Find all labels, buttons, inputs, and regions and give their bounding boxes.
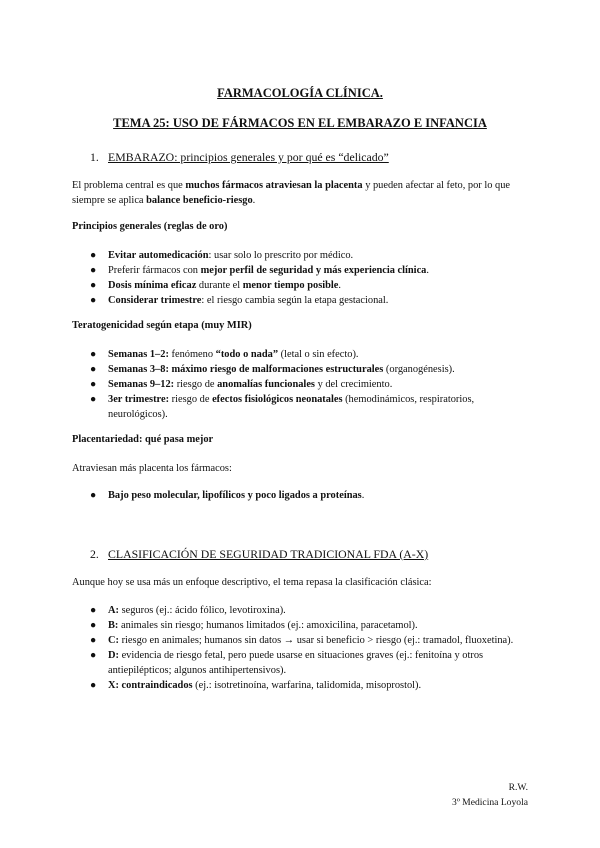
item-bold: C: bbox=[108, 635, 119, 646]
bullet-icon: ● bbox=[90, 379, 97, 390]
footer-course: 3º Medicina Loyola bbox=[452, 797, 528, 808]
principles-list bbox=[72, 248, 530, 308]
item-bold: Considerar trimestre bbox=[108, 295, 202, 306]
item-text: . bbox=[361, 490, 365, 501]
item-text: (ej.: isotretinoína, warfarina, talidomida, misoprostol). bbox=[192, 680, 422, 691]
section-1-heading bbox=[90, 150, 389, 165]
item-bold: Semanas 3–8: máximo riesgo de malformaciones estructurales bbox=[108, 364, 384, 375]
section-1-label: EMBARAZO: principios generales y por qué es “delicado” bbox=[108, 150, 389, 164]
bullet-icon: ● bbox=[90, 605, 97, 616]
item-text: : usar solo lo prescrito por médico. bbox=[208, 250, 354, 261]
item-bold: “todo o nada” bbox=[215, 349, 279, 360]
item-bold: Bajo peso molecular, lipofílicos y poco ligados a proteínas bbox=[108, 490, 362, 501]
footer bbox=[452, 780, 528, 810]
bullet-icon: ● bbox=[90, 635, 97, 646]
bullet-icon: ● bbox=[90, 650, 97, 661]
intro-text-2: y pueden afectar al feto, por lo que siempre se aplica bbox=[72, 180, 511, 206]
item-text: y del crecimiento. bbox=[314, 379, 393, 390]
placental-heading: Placentariedad: qué pasa mejor bbox=[72, 434, 214, 445]
list-item bbox=[72, 293, 530, 308]
list-item bbox=[72, 377, 530, 392]
list-item bbox=[72, 392, 530, 422]
list-item bbox=[72, 263, 530, 278]
section-1-number: 1. bbox=[90, 150, 99, 164]
bullet-icon: ● bbox=[90, 680, 97, 691]
intro-text-3: . bbox=[252, 195, 256, 206]
item-text: fenómeno bbox=[168, 349, 216, 360]
item-bold: Dosis mínima eficaz bbox=[108, 280, 197, 291]
bullet-icon: ● bbox=[90, 490, 97, 501]
item-bold: Semanas 9–12: bbox=[108, 379, 175, 390]
list-item bbox=[72, 488, 530, 503]
bullet-icon: ● bbox=[90, 250, 97, 261]
item-text: : el riesgo cambia según la etapa gestacional. bbox=[201, 295, 389, 306]
list-item bbox=[72, 362, 530, 377]
teratogenicity-heading: Teratogenicidad según etapa (muy MIR) bbox=[72, 320, 252, 331]
item-bold: menor tiempo posible bbox=[242, 280, 339, 291]
bullet-icon: ● bbox=[90, 620, 97, 631]
bullet-icon: ● bbox=[90, 394, 97, 405]
list-item bbox=[72, 678, 530, 693]
principles-heading: Principios generales (reglas de oro) bbox=[72, 221, 228, 232]
item-text: seguros (ej.: ácido fólico, levotiroxina). bbox=[118, 605, 286, 616]
section-1-intro bbox=[72, 178, 530, 208]
placental-text: Atraviesan más placenta los fármacos: bbox=[72, 463, 232, 474]
intro-text-1: El problema central es que bbox=[72, 180, 186, 191]
bullet-icon: ● bbox=[90, 349, 97, 360]
list-item bbox=[72, 648, 530, 678]
item-bold: B: bbox=[108, 620, 119, 631]
item-text: animales sin riesgo; humanos limitados (ej.: amoxicilina, paracetamol). bbox=[118, 620, 418, 631]
item-text: . bbox=[426, 265, 429, 276]
item-bold: Semanas 1–2: bbox=[108, 349, 169, 360]
list-item bbox=[72, 633, 530, 648]
bullet-icon: ● bbox=[90, 295, 97, 306]
list-item bbox=[72, 248, 530, 263]
item-text: Preferir fármacos con bbox=[108, 265, 201, 276]
bullet-icon: ● bbox=[90, 265, 97, 276]
item-bold: mejor perfil de seguridad y más experiencia clínica bbox=[200, 265, 427, 276]
item-bold: anomalías funcionales bbox=[217, 379, 315, 390]
bullet-icon: ● bbox=[90, 364, 97, 375]
list-item bbox=[72, 603, 530, 618]
item-text: riesgo en animales; humanos sin datos → usar si beneficio > riesgo (ej.: tramadol, fluoxetina). bbox=[118, 635, 514, 646]
topic-title: TEMA 25: USO DE FÁRMACOS EN EL EMBARAZO E INFANCIA bbox=[113, 116, 487, 130]
section-2-label: CLASIFICACIÓN DE SEGURIDAD TRADICIONAL FDA (A-X) bbox=[108, 547, 429, 561]
item-bold: D: bbox=[108, 650, 119, 661]
item-text: (organogénesis). bbox=[383, 364, 455, 375]
intro-bold-1: muchos fármacos atraviesan la placenta bbox=[185, 180, 363, 191]
item-bold: Evitar automedicación bbox=[108, 250, 209, 261]
placental-list bbox=[72, 488, 530, 503]
item-text: (letal o sin efecto). bbox=[278, 349, 359, 360]
item-text: (hemodinámicos, respiratorios, neurológicos). bbox=[108, 394, 475, 420]
item-bold: A: bbox=[108, 605, 119, 616]
bullet-icon: ● bbox=[90, 280, 97, 291]
item-text: durante el bbox=[196, 280, 243, 291]
list-item bbox=[72, 278, 530, 293]
section-2-intro: Aunque hoy se usa más un enfoque descriptivo, el tema repasa la clasificación clásica: bbox=[72, 577, 432, 588]
item-bold: X: contraindicados bbox=[108, 680, 193, 691]
footer-author: R.W. bbox=[508, 782, 528, 793]
list-item bbox=[72, 347, 530, 362]
teratogenicity-list bbox=[72, 347, 530, 422]
list-item bbox=[72, 618, 530, 633]
item-text: evidencia de riesgo fetal, pero puede usarse en situaciones graves (ej.: fenitoína y otros antiepilépticos; algunos antihipertensivos). bbox=[108, 650, 484, 676]
fda-list bbox=[72, 603, 530, 693]
item-text: riesgo de bbox=[174, 379, 218, 390]
section-2-number: 2. bbox=[90, 547, 99, 561]
intro-bold-2: balance beneficio-riesgo bbox=[146, 195, 253, 206]
item-bold: efectos fisiológicos neonatales bbox=[212, 394, 343, 405]
document-title: FARMACOLOGÍA CLÍNICA. bbox=[217, 86, 383, 100]
section-2-heading bbox=[90, 547, 428, 562]
item-text: riesgo de bbox=[169, 394, 213, 405]
item-bold: 3er trimestre: bbox=[108, 394, 170, 405]
item-text: . bbox=[338, 280, 342, 291]
